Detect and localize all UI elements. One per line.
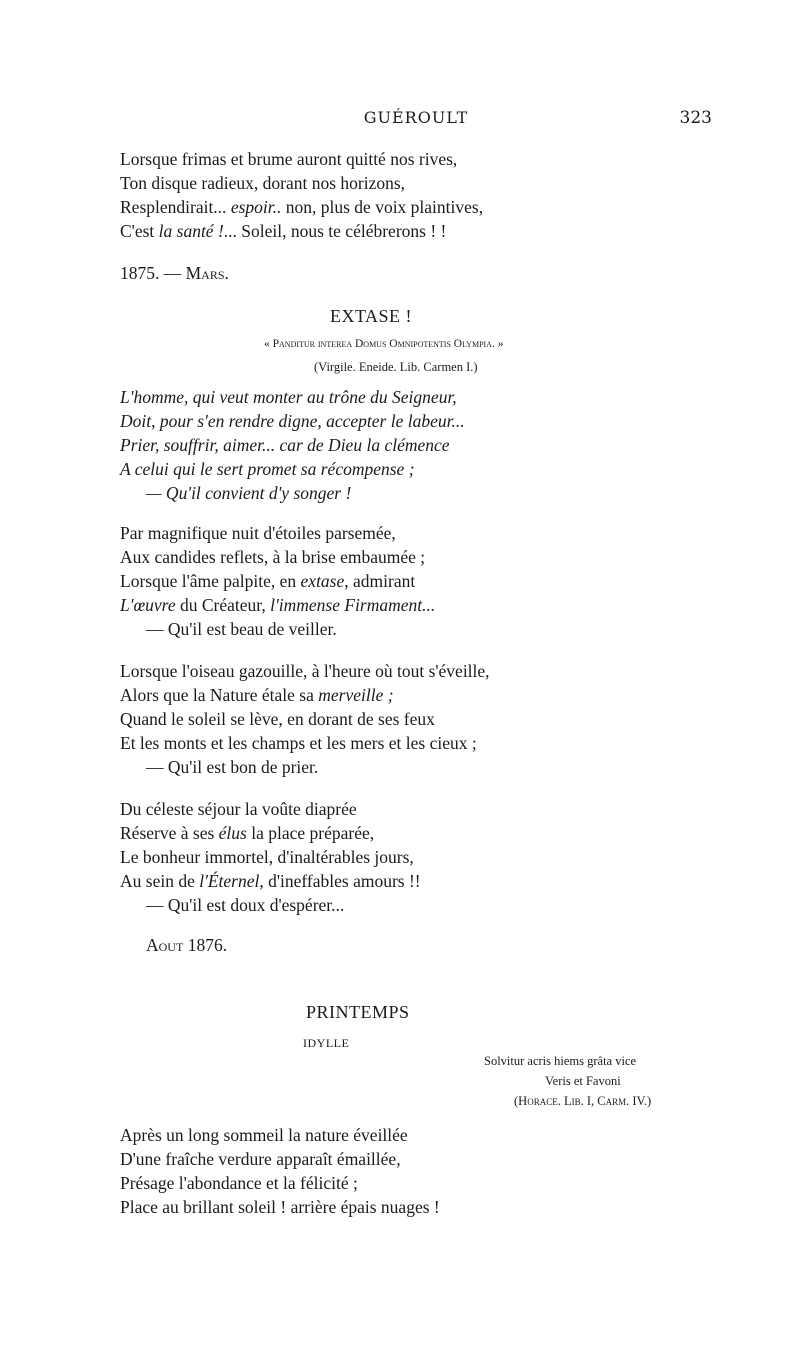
epigraph: « Panditur interea Domus Omnipotentis Olympia. » <box>264 338 504 350</box>
verse-line: Par magnifique nuit d'étoiles parsemée, <box>120 523 396 543</box>
verse-line: Du céleste séjour la voûte diaprée <box>120 799 357 819</box>
running-head-title: GUÉROULT <box>363 108 469 127</box>
verse-refrain: — Qu'il est doux d'espérer... <box>146 895 345 915</box>
verse-line: L'homme, qui veut monter au trône du Seigneur, <box>120 387 457 407</box>
poem-subtitle: IDYLLE <box>303 1036 350 1050</box>
epigraph: Solvitur acris hiems grâta vice <box>484 1054 637 1068</box>
epigraph-source: (Virgile. Eneide. Lib. Carmen I.) <box>314 360 478 374</box>
verse-refrain: — Qu'il est beau de veiller. <box>146 619 337 639</box>
verse-refrain: — Qu'il convient d'y songer ! <box>146 483 352 503</box>
verse-line: Place au brillant soleil ! arrière épais nuages ! <box>120 1197 440 1217</box>
verse-line: A celui qui le sert promet sa récompense ; <box>120 459 415 479</box>
poem-title: PRINTEMPS <box>306 1002 410 1022</box>
verse-line: L'œuvre du Créateur, l'immense Firmament... <box>120 595 436 615</box>
verse-line: Lorsque l'oiseau gazouille, à l'heure où tout s'éveille, <box>120 661 490 681</box>
epigraph: Veris et Favoni <box>545 1074 621 1088</box>
verse-line: Lorsque frimas et brume auront quitté nos rives, <box>120 149 458 169</box>
page-number: 323 <box>679 108 712 128</box>
verse-line: Lorsque l'âme palpite, en extase, admirant <box>120 571 416 591</box>
verse-line: Après un long sommeil la nature éveillée <box>120 1125 408 1145</box>
verse-line: Et les monts et les champs et les mers et les cieux ; <box>120 733 477 753</box>
verse-line: Au sein de l'Éternel, d'ineffables amours !! <box>120 871 421 891</box>
verse-refrain: — Qu'il est bon de prier. <box>146 757 319 777</box>
verse-line: Doit, pour s'en rendre digne, accepter le labeur... <box>120 411 465 431</box>
verse-line: Aux candides reflets, à la brise embaumée ; <box>120 547 426 567</box>
verse-line: D'une fraîche verdure apparaît émaillée, <box>120 1149 401 1169</box>
date-line: 1875. — Mars. <box>120 263 229 283</box>
verse-line: Réserve à ses élus la place préparée, <box>120 823 375 843</box>
running-head <box>120 108 712 134</box>
verse-line: C'est la santé !... Soleil, nous te célébrerons ! ! <box>120 221 447 241</box>
verse-line: Ton disque radieux, dorant nos horizons, <box>120 173 406 193</box>
verse-line: Quand le soleil se lève, en dorant de ses feux <box>120 709 435 729</box>
verse-line: Alors que la Nature étale sa merveille ; <box>120 685 394 705</box>
verse-line: Le bonheur immortel, d'inaltérables jours, <box>120 847 414 867</box>
verse-line: Resplendirait... espoir.. non, plus de voix plaintives, <box>120 197 484 217</box>
epigraph-source: (Horace. Lib. I, Carm. IV.) <box>514 1094 652 1108</box>
date-line: Aout 1876. <box>146 935 228 955</box>
verse-line: Présage l'abondance et la félicité ; <box>120 1173 358 1193</box>
poem-title: EXTASE ! <box>330 306 413 326</box>
verse-line: Prier, souffrir, aimer... car de Dieu la clémence <box>120 435 450 455</box>
